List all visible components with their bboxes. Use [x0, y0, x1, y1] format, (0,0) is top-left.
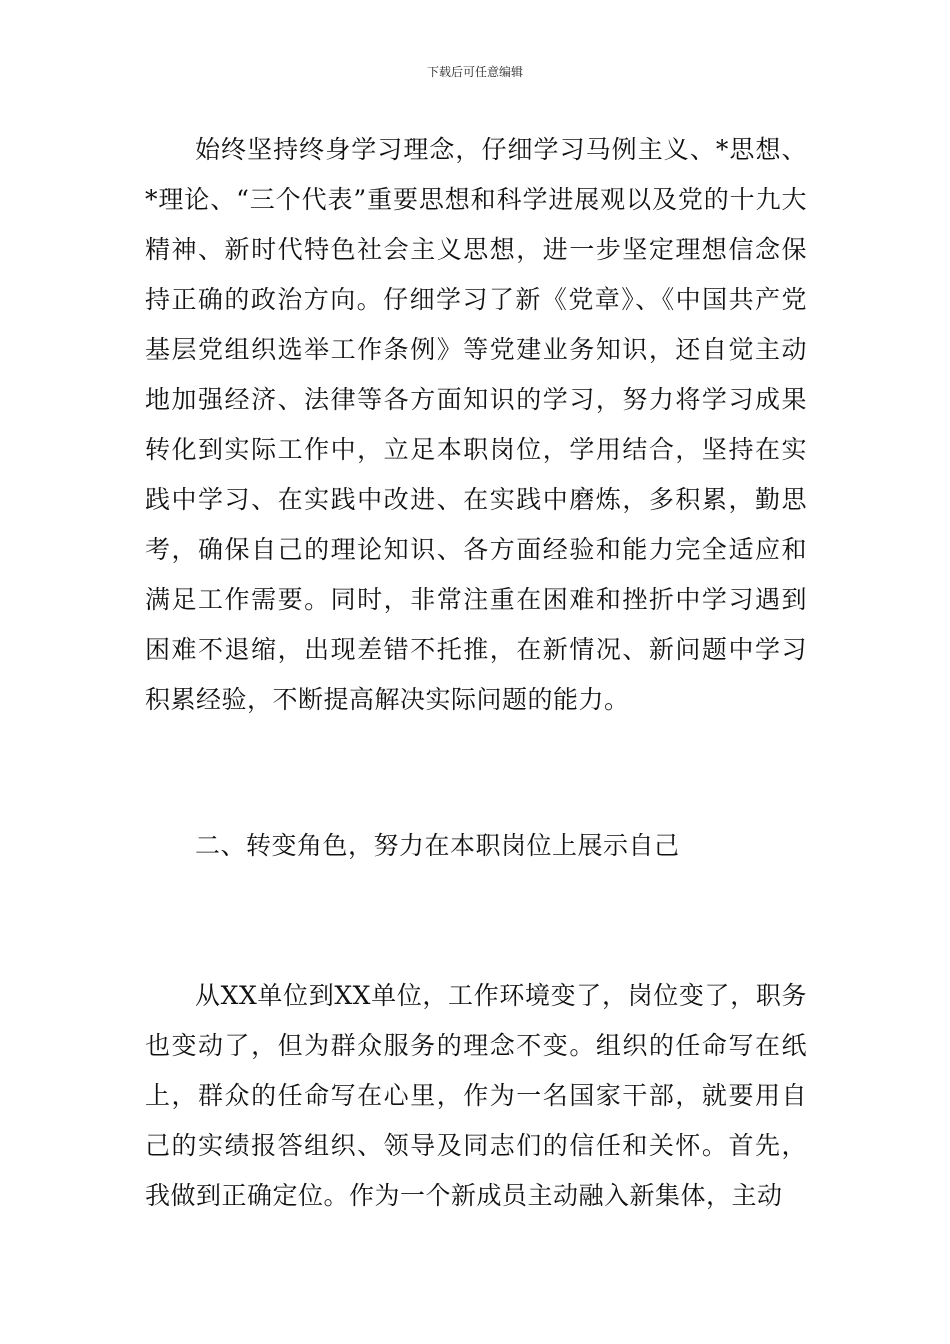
page-header: 下载后可任意编辑: [426, 65, 523, 79]
section-heading: 二、转变角色，努力在本职岗位上展示自己: [195, 831, 680, 860]
paragraph-role-change: 从XX单位到XX单位，工作环境变了，岗位变了，职务也变动了，但为群众服务的理念不变。组织的任命写在纸上，群众的任命写在心里，作为一名国家干部，就要用自己的实绩报答组织、领导及同志们的信任和关怀。首先，我做到正确定位。作为一个新成员主动融入新集体，主动: [145, 981, 807, 1210]
paragraph-study: 始终坚持终身学习理念，仔细学习马例主义、*思想、*理论、“三个代表”重要思想和科学进展观以及党的十九大精神、新时代特色社会主义思想，进一步坚定理想信念保持正确的政治方向。仔细学习了新《党章》、《中国共产党基层党组织选举工作条例》等党建业务知识，还自觉主动地加强经济、法律等各方面知识的学习，努力将学习成果转化到实际工作中，立足本职岗位，学用结合，坚持在实践中学习、在实践中改进、在实践中磨炼，多积累，勤思考，确保自己的理论知识、各方面经验和能力完全适应和满足工作需要。同时，非常注重在困难和挫折中学习遇到困难不退缩，出现差错不托推，在新情况、新问题中学习积累经验，不断提高解决实际问题的能力。: [145, 135, 807, 714]
